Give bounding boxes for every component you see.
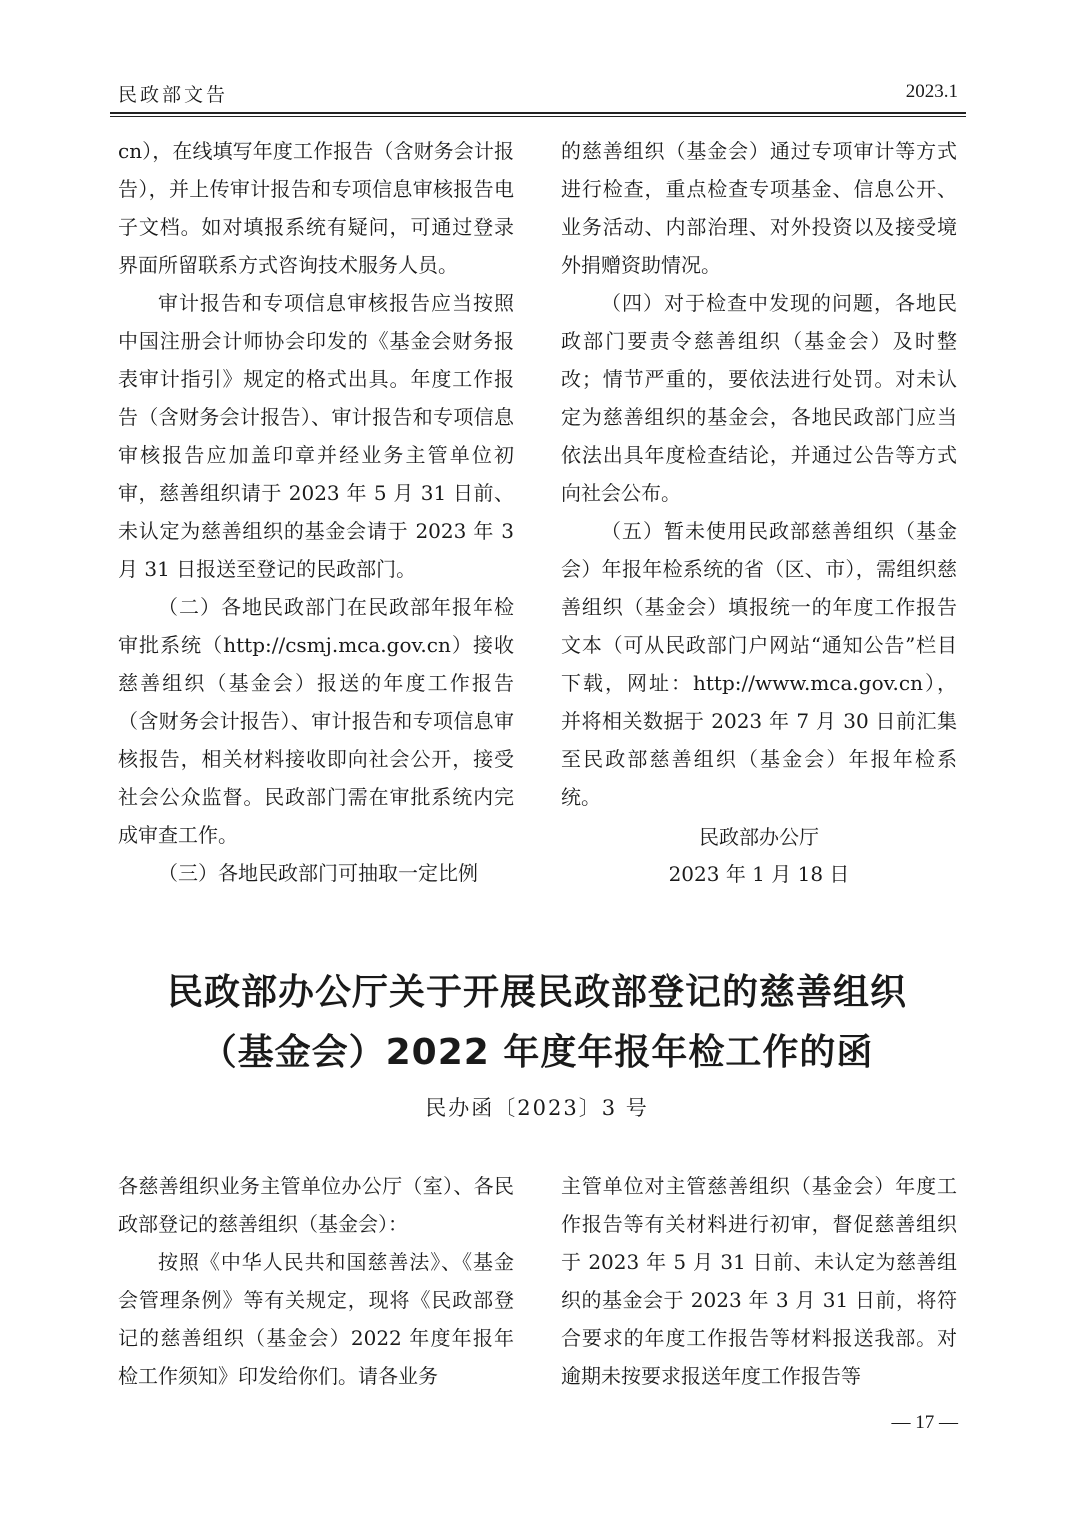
header-divider <box>110 112 966 117</box>
publication-name: 民政部文告 <box>118 84 229 106</box>
paragraph: cn），在线填写年度工作报告（含财务会计报告），并上传审计报告和专项信息审核报告电子文档。如对填报系统有疑问，可通过登录界面所留联系方式咨询技术服务人员。 <box>118 139 514 277</box>
paragraph: 各慈善组织业务主管单位办公厅（室）、各民政部登记的慈善组织（基金会）： <box>118 1174 514 1236</box>
paragraph: 主管单位对主管慈善组织（基金会）年度工作报告等有关材料进行初审，督促慈善组织于 2023 年 5 月 31 日前、未认定为慈善组织的基金会于 2023 年 3 月 31 日前，将符合要求的年度工作报告等材料报送我部。对逾期未按要求报送年度工作报告等 <box>561 1174 957 1388</box>
signature-organization: 民政部办公厅 <box>699 825 819 849</box>
paragraph: （二）各地民政部门在民政部年报年检审批系统（http://csmj.mca.gov.cn）接收慈善组织（基金会）报送的年度工作报告（含财务会计报告）、审计报告和专项信息审核报告，相关材料接收即向社会公开，接受社会公众监督。民政部门需在审批系统内完成审查工作。 <box>118 595 514 847</box>
article-title-line-1: 民政部办公厅关于开展民政部登记的慈善组织 <box>166 972 907 1013</box>
running-header <box>118 80 958 106</box>
bottom-right-column <box>561 1167 957 1395</box>
paragraph: 审计报告和专项信息审核报告应当按照中国注册会计师协会印发的《基金会财务报表审计指引》规定的格式出具。年度工作报告（含财务会计报告）、审计报告和专项信息审核报告应加盖印章并经业务主管单位初审，慈善组织请于 2023 年 5 月 31 日前、未认定为慈善组织的基金会请于 2023 年 3 月 31 日报送至登记的民政部门。 <box>118 291 514 581</box>
paragraph: （三）各地民政部门可抽取一定比例 <box>158 861 478 885</box>
signature-date: 2023 年 1 月 18 日 <box>668 862 850 886</box>
paragraph: 按照《中华人民共和国慈善法》、《基金会管理条例》等有关规定，现将《民政部登记的慈善组织（基金会）2022 年度年报年检工作须知》印发给你们。请各业务 <box>118 1250 514 1388</box>
issue-number: 2023.1 <box>905 81 958 102</box>
article-title-line-2: （基金会）2022 年度年报年检工作的函 <box>200 1032 874 1073</box>
paragraph: （四）对于检查中发现的问题，各地民政部门要责令慈善组织（基金会）及时整改；情节严重的，要依法进行处罚。对未认定为慈善组织的基金会，各地民政部门应当依法出具年度检查结论，并通过公告等方式向社会公布。 <box>561 291 957 505</box>
document-number: 民办函〔2023〕3 号 <box>425 1096 649 1120</box>
paragraph: 的慈善组织（基金会）通过专项审计等方式进行检查，重点检查专项基金、信息公开、业务活动、内部治理、对外投资以及接受境外捐赠资助情况。 <box>561 139 957 277</box>
top-right-column <box>561 132 957 816</box>
bottom-left-column <box>118 1167 514 1395</box>
top-left-column <box>118 132 514 892</box>
paragraph: （五）暂未使用民政部慈善组织（基金会）年报年检系统的省（区、市），需组织慈善组织（基金会）填报统一的年度工作报告文本（可从民政部门户网站“通知公告”栏目下载，网址：http://www.mca.gov.cn），并将相关数据于 2023 年 7 月 30 日前汇集至民政部慈善组织（基金会）年报年检系统。 <box>561 519 957 809</box>
page-number: — 17 — <box>891 1412 958 1433</box>
